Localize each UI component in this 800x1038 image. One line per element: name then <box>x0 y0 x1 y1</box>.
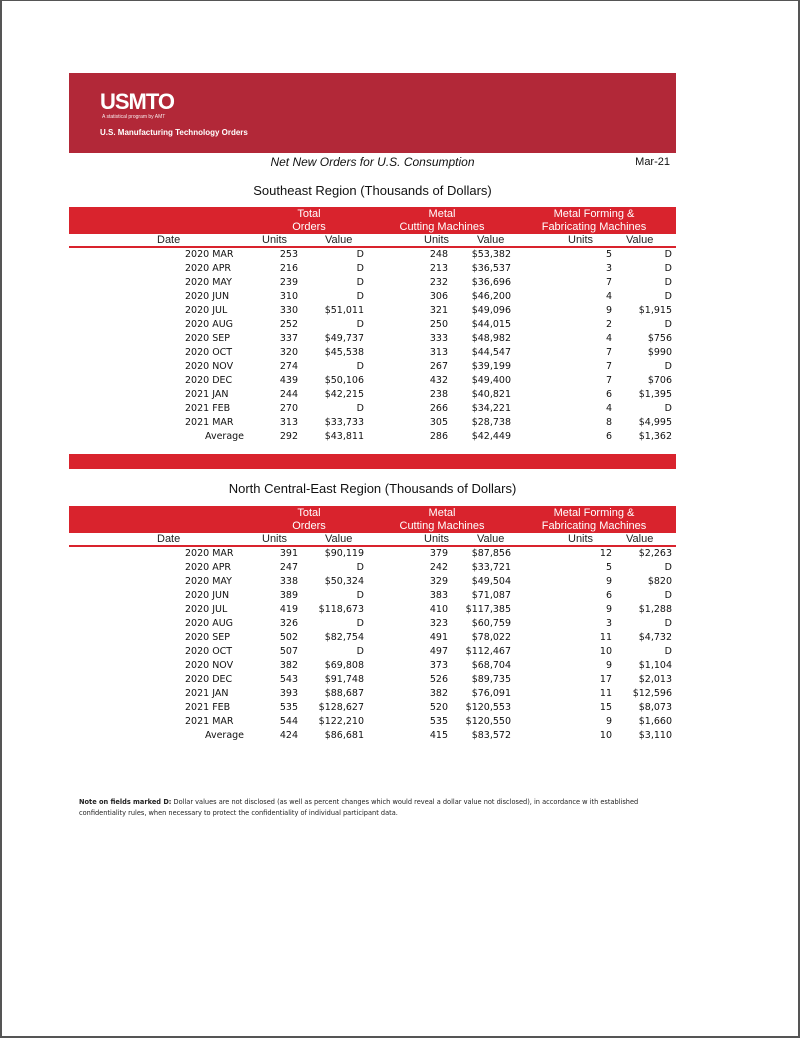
table-row <box>69 360 676 374</box>
logo-tagline: A statistical program by AMT <box>102 114 166 120</box>
cell-form-value: D <box>664 646 672 657</box>
table-row <box>69 332 676 346</box>
cell-form-units: 6 <box>605 389 612 400</box>
cell-date: 2021 MAR <box>185 417 234 428</box>
table-column-header <box>69 533 676 547</box>
cell-date: 2020 MAR <box>185 548 234 559</box>
cell-form-units: 9 <box>605 604 612 615</box>
cell-total-value: $128,627 <box>318 702 364 713</box>
cell-form-value: $8,073 <box>638 702 672 713</box>
col-cut-value: Value <box>477 234 505 246</box>
cell-form-value: $4,995 <box>638 417 672 428</box>
cell-form-value: $1,104 <box>638 660 672 671</box>
cell-form-units: 11 <box>599 688 612 699</box>
cell-cut-units: 242 <box>429 562 448 573</box>
table-row <box>69 631 676 645</box>
cell-total-units: 274 <box>279 361 298 372</box>
cell-date: 2020 SEP <box>185 632 230 643</box>
table-row <box>69 645 676 659</box>
cell-date: 2020 NOV <box>185 660 234 671</box>
col-total-value: Value <box>325 533 353 545</box>
col-date: Date <box>157 533 181 545</box>
table-row <box>69 561 676 575</box>
cell-total-value: $50,324 <box>324 576 364 587</box>
cell-form-value: D <box>664 263 672 274</box>
cell-cut-value: $36,696 <box>471 277 511 288</box>
cell-cut-value: $44,015 <box>471 319 511 330</box>
region-title-southeast: Southeast Region (Thousands of Dollars) <box>253 183 492 198</box>
cell-cut-units: 305 <box>429 417 448 428</box>
cell-cut-units: 415 <box>429 730 448 741</box>
group-total-orders: Total Orders <box>292 208 326 233</box>
cell-total-units: 391 <box>279 548 298 559</box>
table-body <box>69 547 676 743</box>
cell-cut-value: $120,550 <box>465 716 511 727</box>
cell-form-units: 6 <box>605 590 612 601</box>
cell-date: 2020 AUG <box>185 319 234 330</box>
cell-cut-units: 497 <box>429 646 448 657</box>
table-row <box>69 673 676 687</box>
cell-form-units: 11 <box>599 632 612 643</box>
cell-total-units: 337 <box>279 333 298 344</box>
section-divider-bar <box>69 454 676 469</box>
col-cut-units: Units <box>424 533 450 545</box>
cell-date: 2021 MAR <box>185 716 234 727</box>
cell-form-units: 15 <box>599 702 612 713</box>
cell-total-units: 544 <box>279 716 298 727</box>
cell-total-value: $69,808 <box>324 660 364 671</box>
cell-cut-units: 520 <box>429 702 448 713</box>
cell-cut-value: $44,547 <box>471 347 511 358</box>
cell-cut-value: $34,221 <box>471 403 511 414</box>
col-total-value: Value <box>325 234 353 246</box>
cell-cut-value: $120,553 <box>465 702 511 713</box>
cell-total-value: $50,106 <box>324 375 364 386</box>
cell-total-value: $49,737 <box>324 333 364 344</box>
col-form-units: Units <box>568 533 594 545</box>
cell-date: 2020 DEC <box>185 375 233 386</box>
cell-form-value: D <box>664 361 672 372</box>
cell-cut-value: $87,856 <box>471 548 511 559</box>
cell-cut-units: 250 <box>429 319 448 330</box>
cell-form-units: 6 <box>605 431 612 442</box>
cell-cut-units: 306 <box>429 291 448 302</box>
cell-total-units: 330 <box>279 305 298 316</box>
cell-total-value: $45,538 <box>324 347 364 358</box>
table-southeast <box>69 207 676 444</box>
cell-date: 2021 FEB <box>185 403 231 414</box>
cell-cut-value: $28,738 <box>471 417 511 428</box>
cell-total-units: 424 <box>279 730 298 741</box>
cell-cut-value: $40,821 <box>471 389 511 400</box>
cell-total-value: D <box>356 646 364 657</box>
cell-form-value: $1,362 <box>638 431 672 442</box>
cell-form-units: 8 <box>605 417 612 428</box>
cell-form-units: 3 <box>605 263 612 274</box>
table-row <box>69 262 676 276</box>
cell-date: 2020 OCT <box>185 347 233 358</box>
cell-total-units: 389 <box>279 590 298 601</box>
cell-cut-units: 321 <box>429 305 448 316</box>
cell-cut-value: $89,735 <box>471 674 511 685</box>
cell-cut-value: $39,199 <box>471 361 511 372</box>
cell-total-value: D <box>356 361 364 372</box>
cell-cut-units: 248 <box>429 249 448 260</box>
note-label: Note on fields marked D: <box>79 798 172 806</box>
cell-cut-value: $49,504 <box>471 576 511 587</box>
cell-cut-units: 382 <box>429 688 448 699</box>
cell-total-value: D <box>356 562 364 573</box>
cell-form-value: D <box>664 590 672 601</box>
cell-form-value: $1,915 <box>638 305 672 316</box>
cell-date: 2020 JUL <box>185 604 228 615</box>
cell-date: 2020 JUN <box>185 291 230 302</box>
table-north-central-east <box>69 506 676 743</box>
cell-date: 2021 JAN <box>185 688 229 699</box>
group-metal-cutting: Metal Cutting Machines <box>399 208 485 233</box>
table-row <box>69 603 676 617</box>
cell-cut-value: $117,385 <box>465 604 511 615</box>
cell-total-units: 320 <box>279 347 298 358</box>
table-body <box>69 248 676 444</box>
cell-form-units: 10 <box>599 646 612 657</box>
table-row <box>69 374 676 388</box>
cell-form-units: 5 <box>605 249 612 260</box>
table-row <box>69 715 676 729</box>
cell-total-value: $122,210 <box>318 716 364 727</box>
cell-total-value: D <box>356 618 364 629</box>
region-title-north-central-east: North Central-East Region (Thousands of Dollars) <box>228 481 517 496</box>
cell-form-units: 17 <box>599 674 612 685</box>
cell-total-value: $82,754 <box>324 632 364 643</box>
cell-form-units: 9 <box>605 660 612 671</box>
table-row <box>69 687 676 701</box>
cell-cut-units: 410 <box>429 604 448 615</box>
cell-total-value: D <box>356 319 364 330</box>
cell-cut-units: 329 <box>429 576 448 587</box>
cell-cut-value: $76,091 <box>471 688 511 699</box>
cell-cut-units: 313 <box>429 347 448 358</box>
disclosure-note <box>79 797 659 819</box>
cell-form-value: $2,013 <box>638 674 672 685</box>
cell-form-value: D <box>664 249 672 260</box>
cell-total-units: 338 <box>279 576 298 587</box>
cell-form-value: $1,660 <box>638 716 672 727</box>
cell-form-value: $1,288 <box>638 604 672 615</box>
cell-total-value: $51,011 <box>324 305 364 316</box>
group-metal-cutting: Metal Cutting Machines <box>399 507 485 532</box>
cell-form-value: $990 <box>647 347 672 358</box>
cell-cut-value: $53,382 <box>471 249 511 260</box>
cell-form-units: 7 <box>605 375 612 386</box>
cell-form-units: 4 <box>605 291 612 302</box>
cell-total-units: 419 <box>279 604 298 615</box>
cell-date: 2020 AUG <box>185 618 234 629</box>
cell-form-units: 10 <box>599 730 612 741</box>
cell-cut-units: 213 <box>429 263 448 274</box>
col-total-units: Units <box>262 533 288 545</box>
cell-total-units: 535 <box>279 702 298 713</box>
cell-total-units: 239 <box>279 277 298 288</box>
table-row-average <box>69 430 676 444</box>
cell-cut-value: $49,400 <box>471 375 511 386</box>
cell-cut-value: $48,982 <box>471 333 511 344</box>
cell-total-units: 310 <box>279 291 298 302</box>
cell-total-units: 216 <box>279 263 298 274</box>
cell-cut-value: $36,537 <box>471 263 511 274</box>
cell-form-units: 7 <box>605 347 612 358</box>
cell-date: 2020 APR <box>185 263 232 274</box>
document-date: Mar-21 <box>635 156 670 168</box>
cell-cut-units: 526 <box>429 674 448 685</box>
col-total-units: Units <box>262 234 288 246</box>
cell-total-value: $42,215 <box>324 389 364 400</box>
table-row <box>69 388 676 402</box>
table-row <box>69 416 676 430</box>
table-row <box>69 402 676 416</box>
cell-total-units: 313 <box>279 417 298 428</box>
cell-form-value: $12,596 <box>632 688 672 699</box>
cell-form-units: 2 <box>605 319 612 330</box>
banner-subtitle: U.S. Manufacturing Technology Orders <box>100 128 248 137</box>
table-group-header <box>69 207 676 234</box>
cell-total-units: 382 <box>279 660 298 671</box>
cell-total-value: $43,811 <box>324 431 364 442</box>
cell-total-units: 244 <box>279 389 298 400</box>
cell-cut-units: 267 <box>429 361 448 372</box>
table-row <box>69 659 676 673</box>
cell-form-value: D <box>664 618 672 629</box>
cell-date: 2020 APR <box>185 562 232 573</box>
cell-cut-value: $60,759 <box>471 618 511 629</box>
cell-total-value: D <box>356 277 364 288</box>
cell-cut-value: $33,721 <box>471 562 511 573</box>
col-form-value: Value <box>626 234 654 246</box>
cell-form-value: $706 <box>647 375 672 386</box>
col-cut-value: Value <box>477 533 505 545</box>
table-row <box>69 701 676 715</box>
cell-date: 2020 NOV <box>185 361 234 372</box>
cell-total-units: 507 <box>279 646 298 657</box>
cell-form-value: D <box>664 562 672 573</box>
cell-form-units: 4 <box>605 403 612 414</box>
cell-cut-value: $83,572 <box>471 730 511 741</box>
cell-date: 2020 JUL <box>185 305 228 316</box>
group-metal-forming: Metal Forming & Fabricating Machines <box>541 208 647 233</box>
table-row <box>69 575 676 589</box>
col-form-units: Units <box>568 234 594 246</box>
table-column-header <box>69 234 676 248</box>
cell-total-value: D <box>356 403 364 414</box>
cell-total-value: $86,681 <box>324 730 364 741</box>
cell-form-units: 9 <box>605 716 612 727</box>
cell-total-value: D <box>356 291 364 302</box>
cell-cut-value: $112,467 <box>465 646 511 657</box>
cell-total-units: 252 <box>279 319 298 330</box>
cell-form-value: $4,732 <box>638 632 672 643</box>
cell-form-units: 5 <box>605 562 612 573</box>
cell-total-units: 270 <box>279 403 298 414</box>
table-row <box>69 276 676 290</box>
cell-cut-value: $71,087 <box>471 590 511 601</box>
cell-date: 2020 MAY <box>185 277 232 288</box>
group-total-orders: Total Orders <box>292 507 326 532</box>
cell-form-units: 7 <box>605 277 612 288</box>
cell-total-value: $33,733 <box>324 417 364 428</box>
cell-date: 2020 MAY <box>185 576 232 587</box>
table-row <box>69 248 676 262</box>
cell-form-value: D <box>664 403 672 414</box>
note-text: Dollar values are not disclosed (as well as percent changes which would reveal a dollar value not disclosed), in accordance w ith established confidentiality rules, when necessary to protect the confidentiality of individual participant data. <box>79 798 639 817</box>
col-form-value: Value <box>626 533 654 545</box>
cell-cut-units: 379 <box>429 548 448 559</box>
cell-total-units: 393 <box>279 688 298 699</box>
table-row <box>69 346 676 360</box>
cell-cut-units: 432 <box>429 375 448 386</box>
table-row <box>69 318 676 332</box>
usmto-logo <box>100 91 248 137</box>
col-cut-units: Units <box>424 234 450 246</box>
cell-form-units: 12 <box>599 548 612 559</box>
cell-form-value: $3,110 <box>638 730 672 741</box>
cell-form-value: $2,263 <box>638 548 672 559</box>
table-row <box>69 589 676 603</box>
cell-form-units: 3 <box>605 618 612 629</box>
cell-date: 2020 DEC <box>185 674 233 685</box>
cell-form-units: 9 <box>605 576 612 587</box>
cell-cut-units: 373 <box>429 660 448 671</box>
cell-total-units: 247 <box>279 562 298 573</box>
cell-form-value: $820 <box>647 576 672 587</box>
cell-total-value: $91,748 <box>324 674 364 685</box>
cell-total-units: 502 <box>279 632 298 643</box>
cell-total-value: D <box>356 263 364 274</box>
cell-total-units: 326 <box>279 618 298 629</box>
cell-form-units: 7 <box>605 361 612 372</box>
cell-cut-units: 535 <box>429 716 448 727</box>
cell-form-value: $756 <box>647 333 672 344</box>
cell-total-value: D <box>356 249 364 260</box>
table-row-average <box>69 729 676 743</box>
cell-cut-units: 238 <box>429 389 448 400</box>
cell-total-value: $88,687 <box>324 688 364 699</box>
usmto-banner <box>69 73 676 153</box>
logo-wordmark: USMTO <box>100 89 175 114</box>
cell-date: 2020 MAR <box>185 249 234 260</box>
cell-cut-units: 286 <box>429 431 448 442</box>
cell-form-value: D <box>664 291 672 302</box>
cell-cut-value: $46,200 <box>471 291 511 302</box>
cell-cut-units: 266 <box>429 403 448 414</box>
cell-total-units: 253 <box>279 249 298 260</box>
cell-form-value: D <box>664 277 672 288</box>
cell-total-value: $118,673 <box>318 604 364 615</box>
cell-total-value: $90,119 <box>324 548 364 559</box>
cell-cut-value: $42,449 <box>471 431 511 442</box>
document-title: Net New Orders for U.S. Consumption <box>270 155 475 169</box>
cell-total-units: 439 <box>279 375 298 386</box>
cell-total-value: D <box>356 590 364 601</box>
cell-cut-units: 232 <box>429 277 448 288</box>
cell-cut-units: 323 <box>429 618 448 629</box>
cell-form-units: 9 <box>605 305 612 316</box>
group-metal-forming: Metal Forming & Fabricating Machines <box>541 507 647 532</box>
table-row <box>69 290 676 304</box>
cell-total-units: 543 <box>279 674 298 685</box>
cell-form-units: 4 <box>605 333 612 344</box>
table-row <box>69 617 676 631</box>
cell-cut-value: $78,022 <box>471 632 511 643</box>
cell-cut-value: $68,704 <box>471 660 511 671</box>
cell-date: 2020 JUN <box>185 590 230 601</box>
cell-form-value: $1,395 <box>638 389 672 400</box>
cell-date: Average <box>205 431 245 442</box>
cell-date: 2020 SEP <box>185 333 230 344</box>
cell-date: Average <box>205 730 245 741</box>
cell-cut-units: 333 <box>429 333 448 344</box>
cell-cut-units: 383 <box>429 590 448 601</box>
table-row <box>69 547 676 561</box>
cell-date: 2020 OCT <box>185 646 233 657</box>
cell-cut-value: $49,096 <box>471 305 511 316</box>
cell-total-units: 292 <box>279 431 298 442</box>
cell-cut-units: 491 <box>429 632 448 643</box>
col-date: Date <box>157 234 181 246</box>
table-group-header <box>69 506 676 533</box>
cell-date: 2021 JAN <box>185 389 229 400</box>
cell-date: 2021 FEB <box>185 702 231 713</box>
table-row <box>69 304 676 318</box>
cell-form-value: D <box>664 319 672 330</box>
